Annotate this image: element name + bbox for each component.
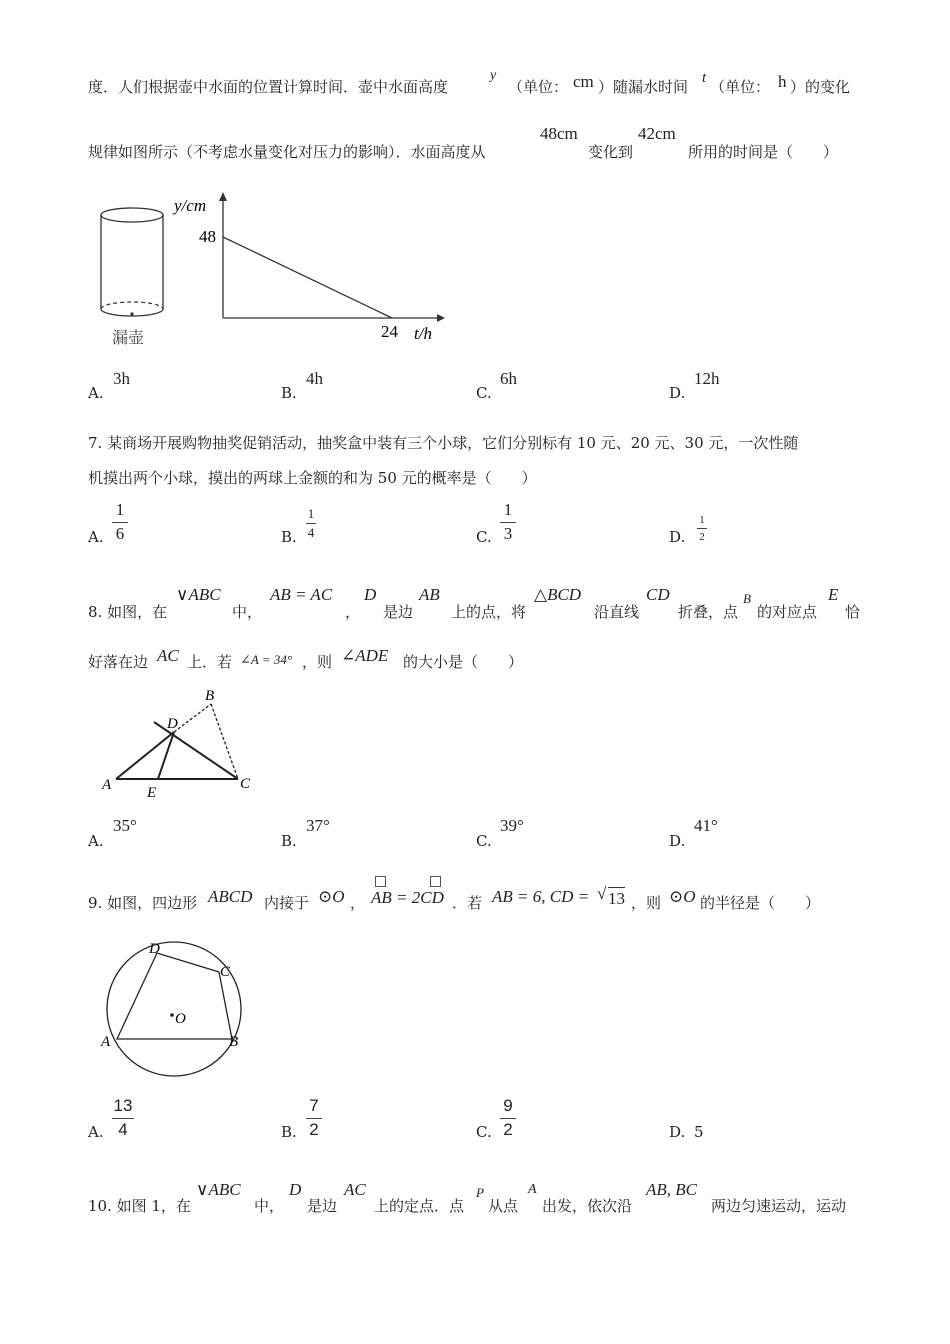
- q10-point-d: D: [289, 1180, 302, 1199]
- q8-text: 沿直线: [594, 603, 640, 621]
- q9-text: ，则: [631, 894, 662, 912]
- q8-line-cd: CD: [646, 585, 670, 604]
- option-a-letter[interactable]: A.: [88, 832, 104, 850]
- denominator: 4: [118, 1119, 128, 1139]
- q8-triangle-abc: ∨ABC: [176, 585, 221, 604]
- y-axis-arrow: [219, 192, 227, 201]
- leaking-pot-drawing: [101, 208, 163, 316]
- denominator: 3: [503, 523, 513, 543]
- circle-o: [107, 942, 241, 1076]
- q8-text: 折叠，点: [678, 603, 739, 621]
- option-c-fraction: [500, 501, 516, 543]
- label-o: O: [175, 1011, 186, 1027]
- q6-value-42cm: 42cm: [638, 124, 676, 143]
- option-b-letter[interactable]: B.: [281, 384, 297, 402]
- q6-var-t: t: [702, 70, 707, 86]
- q6-unit-cm: cm: [573, 72, 594, 91]
- q6-text: （单位：: [508, 78, 569, 96]
- q9-text: 9. 如图，四边形: [88, 894, 198, 912]
- numerator: 1: [307, 506, 315, 521]
- sqrt-icon: √: [597, 884, 607, 903]
- option-d-letter[interactable]: D.: [669, 384, 686, 402]
- label-c: C: [220, 964, 231, 980]
- numerator: 13: [113, 1096, 133, 1115]
- q9-text: ．若: [452, 894, 483, 912]
- option-a-value: 35°: [113, 816, 137, 835]
- q8-text: 上的点，将: [451, 603, 527, 621]
- q8-text: 的对应点: [757, 603, 818, 621]
- option-c-letter[interactable]: C.: [476, 1123, 492, 1141]
- q8-triangle-bcd: △BCD: [534, 585, 582, 604]
- label-d: D: [167, 716, 178, 732]
- option-c-letter[interactable]: C.: [476, 832, 492, 850]
- q10-text: 是边: [307, 1197, 338, 1215]
- q8-side-ac: AC: [157, 646, 179, 665]
- q7-text: 机摸出两个小球，摸出的两球上金额的和为 50 元的概率是（ ）: [88, 469, 537, 487]
- denominator: 4: [307, 525, 315, 541]
- q8-point-d: D: [364, 585, 377, 604]
- option-a-fraction: [112, 501, 128, 543]
- q9-text: 内接于: [264, 894, 310, 912]
- center-point: [170, 1013, 174, 1017]
- line-chart: [172, 192, 445, 343]
- q10-text: 两边匀速运动，运动: [711, 1197, 847, 1215]
- option-d-letter[interactable]: D.: [669, 832, 686, 850]
- q8-text: 恰: [845, 603, 861, 621]
- q8-text: 是边: [383, 603, 414, 621]
- q10-text: 10. 如图 1，在: [88, 1197, 191, 1215]
- q9-text: 的半径是（ ）: [700, 894, 821, 912]
- q10-sides-ab-bc: AB, BC: [646, 1180, 697, 1199]
- option-d-letter[interactable]: D.: [669, 1123, 686, 1141]
- q10-text: 中，: [254, 1197, 285, 1215]
- q6-text: ）随漏水时间: [598, 78, 689, 96]
- label-a: A: [102, 777, 112, 793]
- q8-text: ，: [345, 603, 361, 621]
- q8-text: ，则: [302, 653, 333, 671]
- q10-point-a: A: [528, 1182, 537, 1197]
- q9-arc-equation: AB = 2CD: [371, 888, 444, 907]
- numerator: 9: [503, 1096, 513, 1115]
- q8-angle-a: ∠A = 34°: [240, 652, 293, 667]
- q10-point-p: P: [476, 1185, 484, 1200]
- option-c-letter[interactable]: C.: [476, 384, 492, 402]
- arc-marker-icon: [430, 876, 441, 887]
- q6-text: 规律如图所示（不考虑水量变化对压力的影响）．水面高度从: [88, 143, 486, 161]
- option-d-value: 12h: [694, 369, 720, 388]
- q10-text: 上的定点．点: [374, 1197, 465, 1215]
- option-a-value: 3h: [113, 369, 130, 388]
- label-b: B: [205, 688, 215, 704]
- q10-text: 从点: [488, 1197, 519, 1215]
- q9-quad-abcd: ABCD: [208, 887, 253, 906]
- q9-sqrt-radicand: 13: [608, 889, 625, 908]
- q6-unit-h: h: [778, 72, 787, 91]
- denominator: 6: [115, 523, 125, 543]
- option-c-value: 6h: [500, 369, 517, 388]
- option-d-value: 41°: [694, 816, 718, 835]
- denominator: 2: [699, 531, 705, 544]
- q6-text: ）的变化: [790, 78, 851, 96]
- q6-text: 度．人们根据壶中水面的位置计算时间．壶中水面高度: [88, 78, 449, 96]
- q6-figure: [92, 185, 452, 355]
- option-d-fraction: [697, 514, 707, 543]
- q10-triangle-abc: ∨ABC: [196, 1180, 241, 1199]
- option-a-letter[interactable]: A.: [88, 384, 104, 402]
- label-c: C: [240, 776, 251, 792]
- q9-given-values: AB = 6, CD =: [492, 887, 590, 906]
- q8-point-b: B: [743, 591, 751, 606]
- numerator: 7: [309, 1096, 319, 1115]
- q6-var-y: y: [490, 68, 497, 83]
- option-b-fraction: [306, 507, 316, 541]
- option-d-letter[interactable]: D.: [669, 528, 686, 546]
- numerator: 1: [699, 514, 705, 526]
- option-b-letter[interactable]: B.: [281, 1123, 297, 1141]
- option-b-letter[interactable]: B.: [281, 832, 297, 850]
- option-c-letter[interactable]: C.: [476, 528, 492, 546]
- q6-text: 所用的时间是（ ）: [688, 143, 839, 161]
- dashed-bc: [211, 704, 238, 779]
- y-tick-label: 48: [199, 227, 216, 246]
- q6-text: （单位：: [710, 78, 771, 96]
- label-e: E: [147, 785, 157, 801]
- q8-text: 中，: [232, 603, 263, 621]
- x-tick-label: 24: [381, 322, 398, 341]
- q10-side-ac: AC: [344, 1180, 366, 1199]
- q6-value-48cm: 48cm: [540, 124, 578, 143]
- numerator: 1: [503, 500, 513, 519]
- q6-text: 变化到: [588, 143, 634, 161]
- y-axis-label: y/cm: [174, 196, 207, 215]
- dashed-db: [174, 704, 211, 732]
- option-b-letter[interactable]: B.: [281, 528, 297, 546]
- option-c-fraction: [500, 1097, 516, 1139]
- q8-text: 的大小是（ ）: [403, 653, 524, 671]
- q8-angle-ade: ∠ADE: [341, 646, 389, 665]
- option-b-fraction: [306, 1097, 322, 1139]
- x-axis-arrow: [437, 314, 445, 322]
- option-d-value: 5: [694, 1123, 704, 1141]
- q9-circle-o: ⊙O: [669, 887, 696, 906]
- x-axis-label: t/h: [414, 324, 432, 343]
- q8-text: 好落在边: [88, 653, 149, 671]
- q9-text: ，: [350, 894, 366, 912]
- numerator: 1: [115, 500, 125, 519]
- q10-text: 出发，依次沿: [542, 1197, 633, 1215]
- option-a-fraction: [112, 1097, 134, 1139]
- denominator: 2: [503, 1119, 513, 1139]
- label-d: D: [149, 941, 160, 957]
- q9-circle-o: ⊙O: [318, 887, 345, 906]
- option-b-value: 37°: [306, 816, 330, 835]
- arc-marker-icon: [375, 876, 386, 887]
- q8-figure: [95, 682, 265, 802]
- pot-caption: 漏壶: [112, 330, 145, 347]
- label-a: A: [101, 1034, 111, 1050]
- option-b-value: 4h: [306, 369, 323, 388]
- q8-point-e: E: [828, 585, 839, 604]
- q7-text: 7. 某商场开展购物抽奖促销活动，抽奖盒中装有三个小球，它们分别标有 10 元、20 元、30 元，一次性随: [88, 434, 799, 452]
- series-line: [223, 237, 392, 318]
- q8-eq-ab-ac: AB = AC: [270, 585, 333, 604]
- label-b: B: [229, 1034, 239, 1050]
- denominator: 2: [309, 1119, 319, 1139]
- q8-text: 上．若: [187, 653, 233, 671]
- q8-text: 8. 如图，在: [88, 603, 168, 621]
- q8-side-ab: AB: [419, 585, 440, 604]
- q9-figure: [95, 935, 255, 1085]
- option-a-letter[interactable]: A.: [88, 1123, 104, 1141]
- option-a-letter[interactable]: A.: [88, 528, 104, 546]
- option-c-value: 39°: [500, 816, 524, 835]
